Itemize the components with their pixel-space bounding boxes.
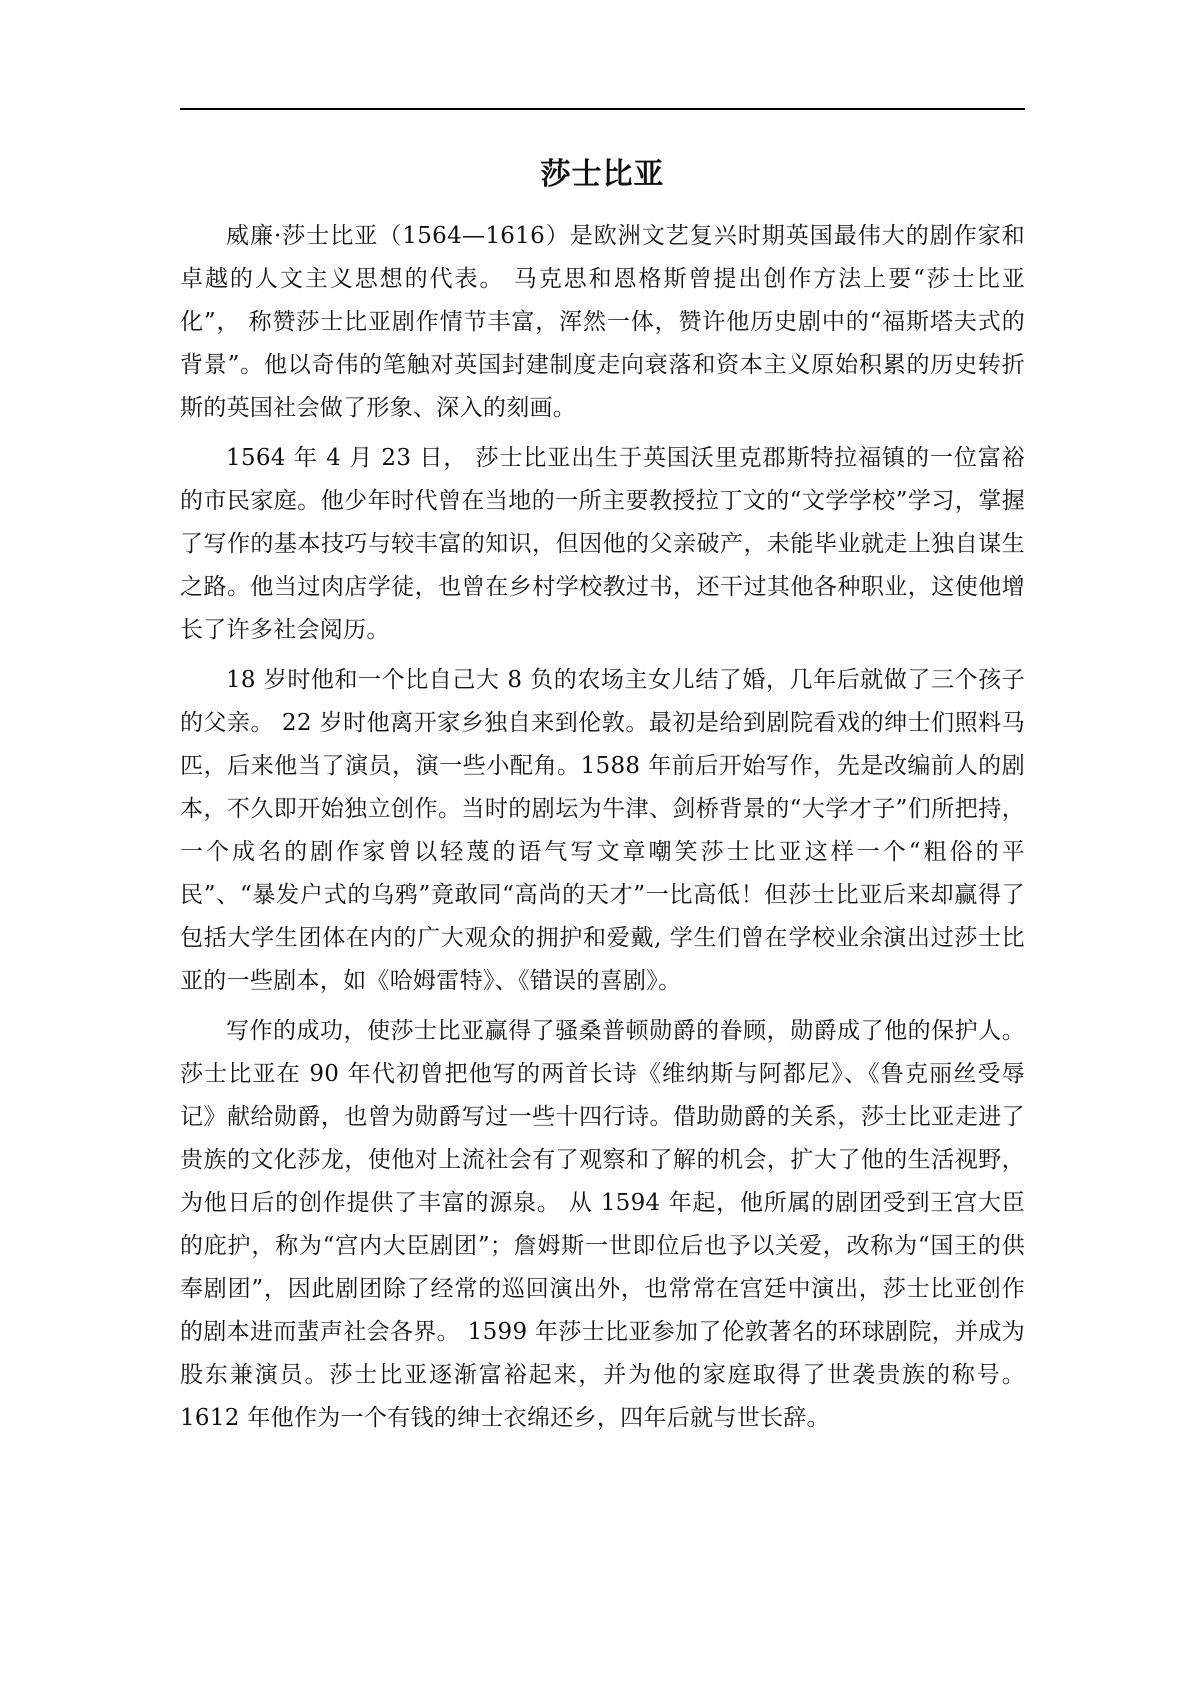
paragraph-success: 写作的成功，使莎士比亚赢得了骚桑普顿勋爵的眷顾，勋爵成了他的保护人。莎士比亚在 90 年代初曾把他写的两首长诗《维纳斯与阿都尼》、《鲁克丽丝受辱记》献给勋爵，也曾为勋爵写过一些十四行诗。借助勋爵的关系，莎士比亚走进了贵族的文化莎龙，使他对上流社会有了观察和了解的机会，扩大了他的生活视野，为他日后的创作提供了丰富的源泉。 从 1594 年起，他所属的剧团受到王宫大臣的庇护，称为“宫内大臣剧团”；詹姆斯一世即位后也予以关爱，改称为“国王的供奉剧团”，因此剧团除了经常的巡回演出外，也常常在宫廷中演出，莎士比亚创作的剧本进而蜚声社会各界。 1599 年莎士比亚参加了伦敦著名的环球剧院，并成为股东兼演员。莎士比亚逐渐富裕起来，并为他的家庭取得了世袭贵族的称号。1612 年他作为一个有钱的绅士衣绵还乡，四年后就与世长辞。: [180, 1018, 1025, 1431]
paragraph-early-life: 1564 年 4 月 23 日， 莎士比亚出生于英国沃里克郡斯特拉福镇的一位富裕的市民家庭。他少年时代曾在当地的一所主要教授拉丁文的“文学学校”学习，掌握了写作的基本技巧与较丰富的知识，但因他的父亲破产，未能毕业就走上独自谋生之路。他当过肉店学徒，也曾在乡村学校教过书，还干过其他各种职业，这使他增长了许多社会阅历。: [180, 445, 1025, 643]
paragraph-london: 18 岁时他和一个比自己大 8 负的农场主女儿结了婚，几年后就做了三个孩子的父亲。 22 岁时他离开家乡独自来到伦敦。最初是给到剧院看戏的绅士们照料马匹，后来他当了演员，演一些小配角。1588 年前后开始写作，先是改编前人的剧本，不久即开始独立创作。当时的剧坛为牛津、剑桥背景的“大学才子”们所把持，一个成名的剧作家曾以轻蔑的语气写文章嘲笑莎士比亚这样一个“粗俗的平民”、“暴发户式的乌鸦”竟敢同“高尚的天才”一比高低！但莎士比亚后来却赢得了包括大学生团体在内的广大观众的拥护和爱戴, 学生们曾在学校业余演出过莎士比亚的一些剧本，如《哈姆雷特》、《错误的喜剧》。: [180, 667, 1025, 994]
header-rule: [180, 108, 1025, 110]
page-title: 莎士比亚: [540, 157, 665, 192]
body-text: [180, 215, 1025, 1447]
paragraph-intro: 威廉·莎士比亚（1564—1616）是欧洲文艺复兴时期英国最伟大的剧作家和卓越的人文主义思想的代表。 马克思和恩格斯曾提出创作方法上要“莎士比亚化”， 称赞莎士比亚剧作情节丰富，浑然一体，赞许他历史剧中的“福斯塔夫式的背景”。他以奇伟的笔触对英国封建制度走向衰落和资本主义原始积累的历史转折斯的英国社会做了形象、深入的刻画。: [180, 223, 1025, 421]
